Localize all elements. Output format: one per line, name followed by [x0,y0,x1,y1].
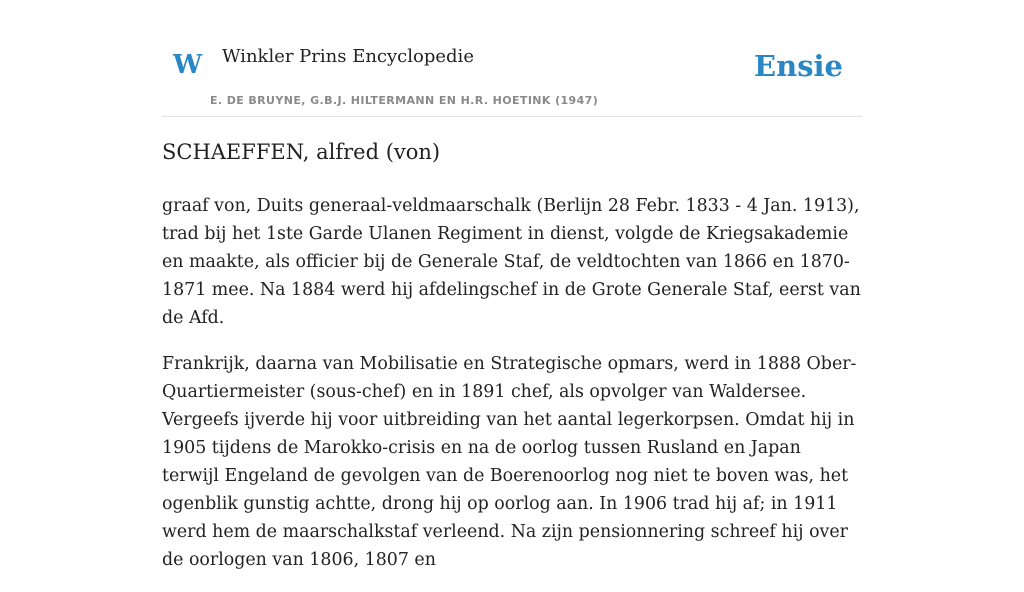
article-paragraph: Frankrijk, daarna van Mobilisatie en Strategische opmars, werd in 1888 Ober-Quartiermeister (sous-chef) en in 1891 chef, als opvolger van Waldersee. Vergeefs ijverde hij voor uitbreiding van het aantal legerkorpsen. Omdat hij in 1905 tijdens de Marokko-crisis en na de oorlog tussen Rusland en Japan terwijl Engeland de gevolgen van de Boerenoorlog nog niet te boven was, het ogenblik gunstig achtte, drong hij op oorlog aan. In 1906 trad hij af; in 1911 werd hem de maarschalkstaf verleend. Na zijn pensionnering schreef hij over de oorlogen van 1806, 1807 en [162,354,857,570]
ensie-logo[interactable]: Ensie [754,49,843,83]
publication-authors: E. DE BRUYNE, G.B.J. HILTERMANN EN H.R. HOETINK (1947) [210,94,599,107]
publication-title[interactable]: Winkler Prins Encyclopedie [222,46,474,67]
page-header [162,0,862,117]
winkler-prins-logo[interactable]: W [173,50,203,80]
article-body [162,192,862,592]
article-title: SCHAEFFEN, alfred (von) [162,140,441,164]
article-paragraph: graaf von, Duits generaal-veldmaarschalk (Berlijn 28 Febr. 1833 - 4 Jan. 1913), trad bij het 1ste Garde Ulanen Regiment in dienst, volgde de Kriegsakademie en maakte, als officier bij de Generale Staf, de veldtochten van 1866 en 1870-1871 mee. Na 1884 werd hij afdelingschef in de Grote Generale Staf, eerst van de Afd. [162,196,861,328]
